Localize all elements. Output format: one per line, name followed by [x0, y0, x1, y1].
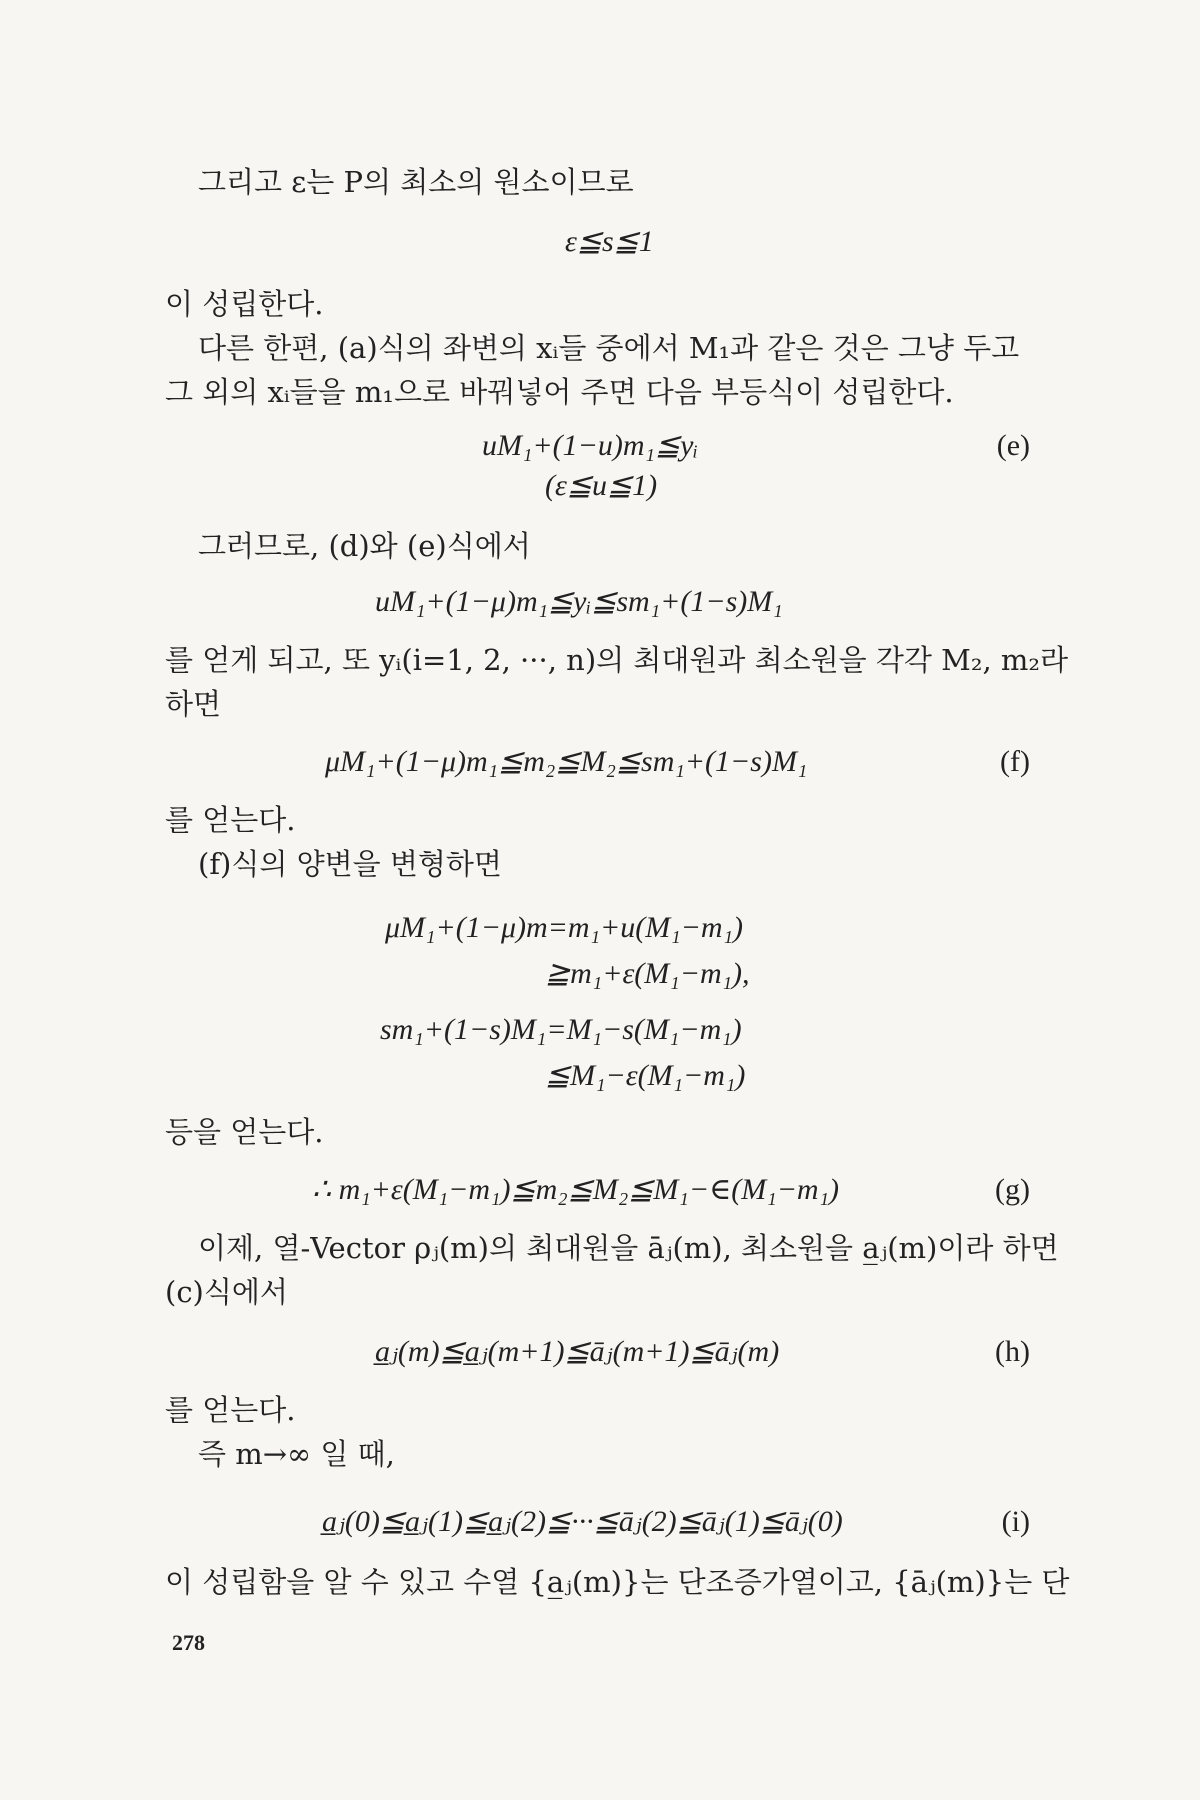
text-line-15: 이 성립함을 알 수 있고 수열 {a̲ⱼ(m)}는 단조증가열이고, {āⱼ(m)}는 단 [165, 1565, 1070, 1599]
text-line-2: 이 성립한다. [165, 287, 324, 321]
text-line-11: 이제, 열-Vector ρⱼ(m)의 최대원을 āⱼ(m), 최소원을 a̲ⱼ(m)이라 하면 [198, 1231, 1059, 1265]
equation-f: μM₁+(1−μ)m₁≦m₂≦M₂≦sm₁+(1−s)M₁ [325, 745, 808, 778]
equation-epsilon-s: ε≦s≦1 [565, 225, 654, 258]
equation-tag-g: (g) [995, 1173, 1030, 1206]
equation-i: a̲ⱼ(0)≦a̲ⱼ(1)≦a̲ⱼ(2)≦···≦āⱼ(2)≦āⱼ(1)≦āⱼ(0) [322, 1505, 843, 1538]
equation-transform-3: sm₁+(1−s)M₁=M₁−s(M₁−m₁) [380, 1013, 742, 1046]
text-line-12: (c)식에서 [165, 1275, 288, 1309]
text-line-4: 그 외의 xᵢ들을 m₁으로 바꿔넣어 주면 다음 부등식이 성립한다. [165, 375, 954, 409]
text-line-3: 다른 한편, (a)식의 좌변의 xᵢ들 중에서 M₁과 같은 것은 그냥 두고 [198, 331, 1020, 365]
equation-tag-e: (e) [996, 429, 1030, 462]
text-line-7: 하면 [165, 687, 222, 721]
equation-tag-h: (h) [995, 1335, 1030, 1368]
equation-e-condition: (ε≦u≦1) [545, 469, 658, 502]
equation-transform-4: ≦M₁−ε(M₁−m₁) [545, 1059, 746, 1092]
equation-e: uM₁+(1−u)m₁≦yᵢ [482, 429, 699, 462]
text-line-14: 즉 m→∞ 일 때, [198, 1437, 395, 1471]
equation-transform-2: ≧m₁+ε(M₁−m₁), [545, 957, 750, 990]
equation-h: a̲ⱼ(m)≦a̲ⱼ(m+1)≦āⱼ(m+1)≦āⱼ(m) [375, 1335, 780, 1368]
page-number: 278 [172, 1630, 205, 1655]
text-line-9: (f)식의 양변을 변형하면 [198, 847, 502, 881]
equation-transform-1: μM₁+(1−μ)m=m₁+u(M₁−m₁) [385, 911, 743, 944]
text-line-1: 그리고 ε는 P의 최소의 원소이므로 [198, 165, 634, 199]
equation-g: ∴ m₁+ε(M₁−m₁)≦m₂≦M₂≦M₁−∈(M₁−m₁) [312, 1173, 840, 1206]
text-line-10: 등을 얻는다. [165, 1115, 324, 1149]
equation-tag-f: (f) [1000, 745, 1030, 778]
text-line-8: 를 얻는다. [165, 803, 296, 837]
equation-tag-i: (i) [1001, 1505, 1030, 1538]
equation-d-e-combined: uM₁+(1−μ)m₁≦yᵢ≦sm₁+(1−s)M₁ [375, 585, 783, 618]
text-line-6: 를 얻게 되고, 또 yᵢ(i=1, 2, ···, n)의 최대원과 최소원을 각각 M₂, m₂라 [165, 643, 1069, 677]
text-line-5: 그러므로, (d)와 (e)식에서 [198, 529, 531, 563]
text-line-13: 를 얻는다. [165, 1393, 296, 1427]
